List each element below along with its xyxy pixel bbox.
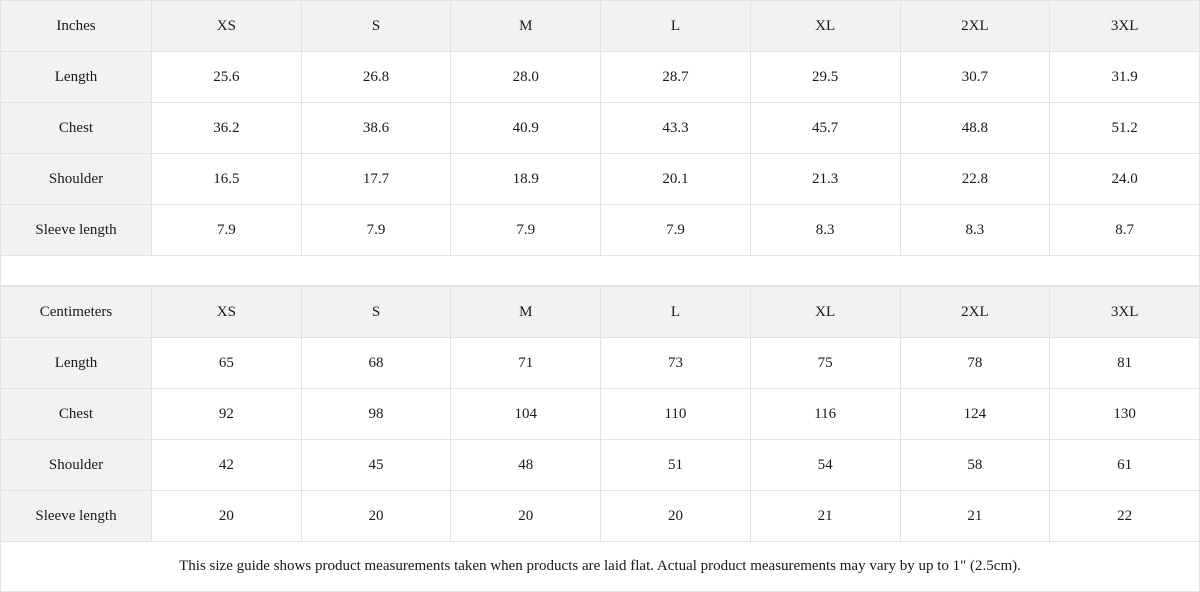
cell-sleeve-xl: 8.3 bbox=[750, 205, 900, 256]
cell-length-xl: 75 bbox=[750, 338, 900, 389]
cell-chest-xl: 45.7 bbox=[750, 103, 900, 154]
cell-shoulder-l: 20.1 bbox=[601, 154, 751, 205]
cell-chest-xl: 116 bbox=[750, 389, 900, 440]
cell-sleeve-l: 20 bbox=[601, 491, 751, 542]
cell-chest-l: 110 bbox=[601, 389, 751, 440]
cell-sleeve-l: 7.9 bbox=[601, 205, 751, 256]
cell-sleeve-m: 7.9 bbox=[451, 205, 601, 256]
cell-chest-m: 40.9 bbox=[451, 103, 601, 154]
cell-sleeve-3xl: 22 bbox=[1050, 491, 1200, 542]
cell-length-s: 26.8 bbox=[301, 52, 451, 103]
cell-length-l: 28.7 bbox=[601, 52, 751, 103]
column-header-l: L bbox=[601, 1, 751, 52]
cell-length-s: 68 bbox=[301, 338, 451, 389]
cell-shoulder-xl: 54 bbox=[750, 440, 900, 491]
cell-shoulder-l: 51 bbox=[601, 440, 751, 491]
cell-length-3xl: 81 bbox=[1050, 338, 1200, 389]
row-label-sleeve-length: Sleeve length bbox=[1, 205, 152, 256]
table-header-row bbox=[1, 287, 1200, 338]
table-row bbox=[1, 154, 1200, 205]
table-row bbox=[1, 440, 1200, 491]
cell-sleeve-m: 20 bbox=[451, 491, 601, 542]
column-header-3xl: 3XL bbox=[1050, 1, 1200, 52]
cell-length-l: 73 bbox=[601, 338, 751, 389]
size-table-inches bbox=[0, 0, 1200, 256]
row-label-length: Length bbox=[1, 52, 152, 103]
cell-shoulder-2xl: 22.8 bbox=[900, 154, 1050, 205]
row-label-shoulder: Shoulder bbox=[1, 154, 152, 205]
cell-shoulder-m: 18.9 bbox=[451, 154, 601, 205]
column-header-2xl: 2XL bbox=[900, 1, 1050, 52]
column-header-xl: XL bbox=[750, 1, 900, 52]
column-header-s: S bbox=[301, 1, 451, 52]
cell-shoulder-2xl: 58 bbox=[900, 440, 1050, 491]
cell-shoulder-xs: 42 bbox=[152, 440, 302, 491]
column-header-l: L bbox=[601, 287, 751, 338]
cell-length-m: 28.0 bbox=[451, 52, 601, 103]
table-row bbox=[1, 491, 1200, 542]
cell-length-xs: 65 bbox=[152, 338, 302, 389]
cell-length-xs: 25.6 bbox=[152, 52, 302, 103]
cell-sleeve-xs: 20 bbox=[152, 491, 302, 542]
column-header-2xl: 2XL bbox=[900, 287, 1050, 338]
cell-length-3xl: 31.9 bbox=[1050, 52, 1200, 103]
column-header-m: M bbox=[451, 1, 601, 52]
column-header-xs: XS bbox=[152, 287, 302, 338]
table-row bbox=[1, 52, 1200, 103]
cell-chest-l: 43.3 bbox=[601, 103, 751, 154]
table-row bbox=[1, 103, 1200, 154]
cell-sleeve-2xl: 8.3 bbox=[900, 205, 1050, 256]
column-header-m: M bbox=[451, 287, 601, 338]
cell-sleeve-s: 7.9 bbox=[301, 205, 451, 256]
unit-label-centimeters: Centimeters bbox=[1, 287, 152, 338]
cell-shoulder-s: 45 bbox=[301, 440, 451, 491]
table-header-row bbox=[1, 1, 1200, 52]
row-label-length: Length bbox=[1, 338, 152, 389]
cell-sleeve-2xl: 21 bbox=[900, 491, 1050, 542]
cell-shoulder-3xl: 24.0 bbox=[1050, 154, 1200, 205]
cell-shoulder-xs: 16.5 bbox=[152, 154, 302, 205]
cell-shoulder-m: 48 bbox=[451, 440, 601, 491]
cell-chest-3xl: 51.2 bbox=[1050, 103, 1200, 154]
row-label-chest: Chest bbox=[1, 103, 152, 154]
column-header-xs: XS bbox=[152, 1, 302, 52]
cell-chest-s: 98 bbox=[301, 389, 451, 440]
cell-chest-xs: 36.2 bbox=[152, 103, 302, 154]
cell-sleeve-s: 20 bbox=[301, 491, 451, 542]
column-header-3xl: 3XL bbox=[1050, 287, 1200, 338]
cell-chest-xs: 92 bbox=[152, 389, 302, 440]
cell-shoulder-3xl: 61 bbox=[1050, 440, 1200, 491]
cell-length-2xl: 78 bbox=[900, 338, 1050, 389]
cell-length-2xl: 30.7 bbox=[900, 52, 1050, 103]
cell-sleeve-xs: 7.9 bbox=[152, 205, 302, 256]
table-row bbox=[1, 389, 1200, 440]
cell-sleeve-3xl: 8.7 bbox=[1050, 205, 1200, 256]
cell-sleeve-xl: 21 bbox=[750, 491, 900, 542]
column-header-s: S bbox=[301, 287, 451, 338]
cell-length-m: 71 bbox=[451, 338, 601, 389]
row-label-sleeve-length: Sleeve length bbox=[1, 491, 152, 542]
cell-chest-3xl: 130 bbox=[1050, 389, 1200, 440]
table-separator bbox=[0, 256, 1200, 286]
cell-shoulder-xl: 21.3 bbox=[750, 154, 900, 205]
table-row bbox=[1, 338, 1200, 389]
cell-length-xl: 29.5 bbox=[750, 52, 900, 103]
column-header-xl: XL bbox=[750, 287, 900, 338]
size-guide-note: This size guide shows product measurements taken when products are laid flat. Actual product measurements may vary by up to 1" (2.5cm). bbox=[0, 542, 1200, 592]
row-label-shoulder: Shoulder bbox=[1, 440, 152, 491]
unit-label-inches: Inches bbox=[1, 1, 152, 52]
cell-chest-2xl: 48.8 bbox=[900, 103, 1050, 154]
cell-chest-s: 38.6 bbox=[301, 103, 451, 154]
cell-chest-2xl: 124 bbox=[900, 389, 1050, 440]
size-table-centimeters bbox=[0, 286, 1200, 542]
cell-chest-m: 104 bbox=[451, 389, 601, 440]
table-row bbox=[1, 205, 1200, 256]
cell-shoulder-s: 17.7 bbox=[301, 154, 451, 205]
row-label-chest: Chest bbox=[1, 389, 152, 440]
